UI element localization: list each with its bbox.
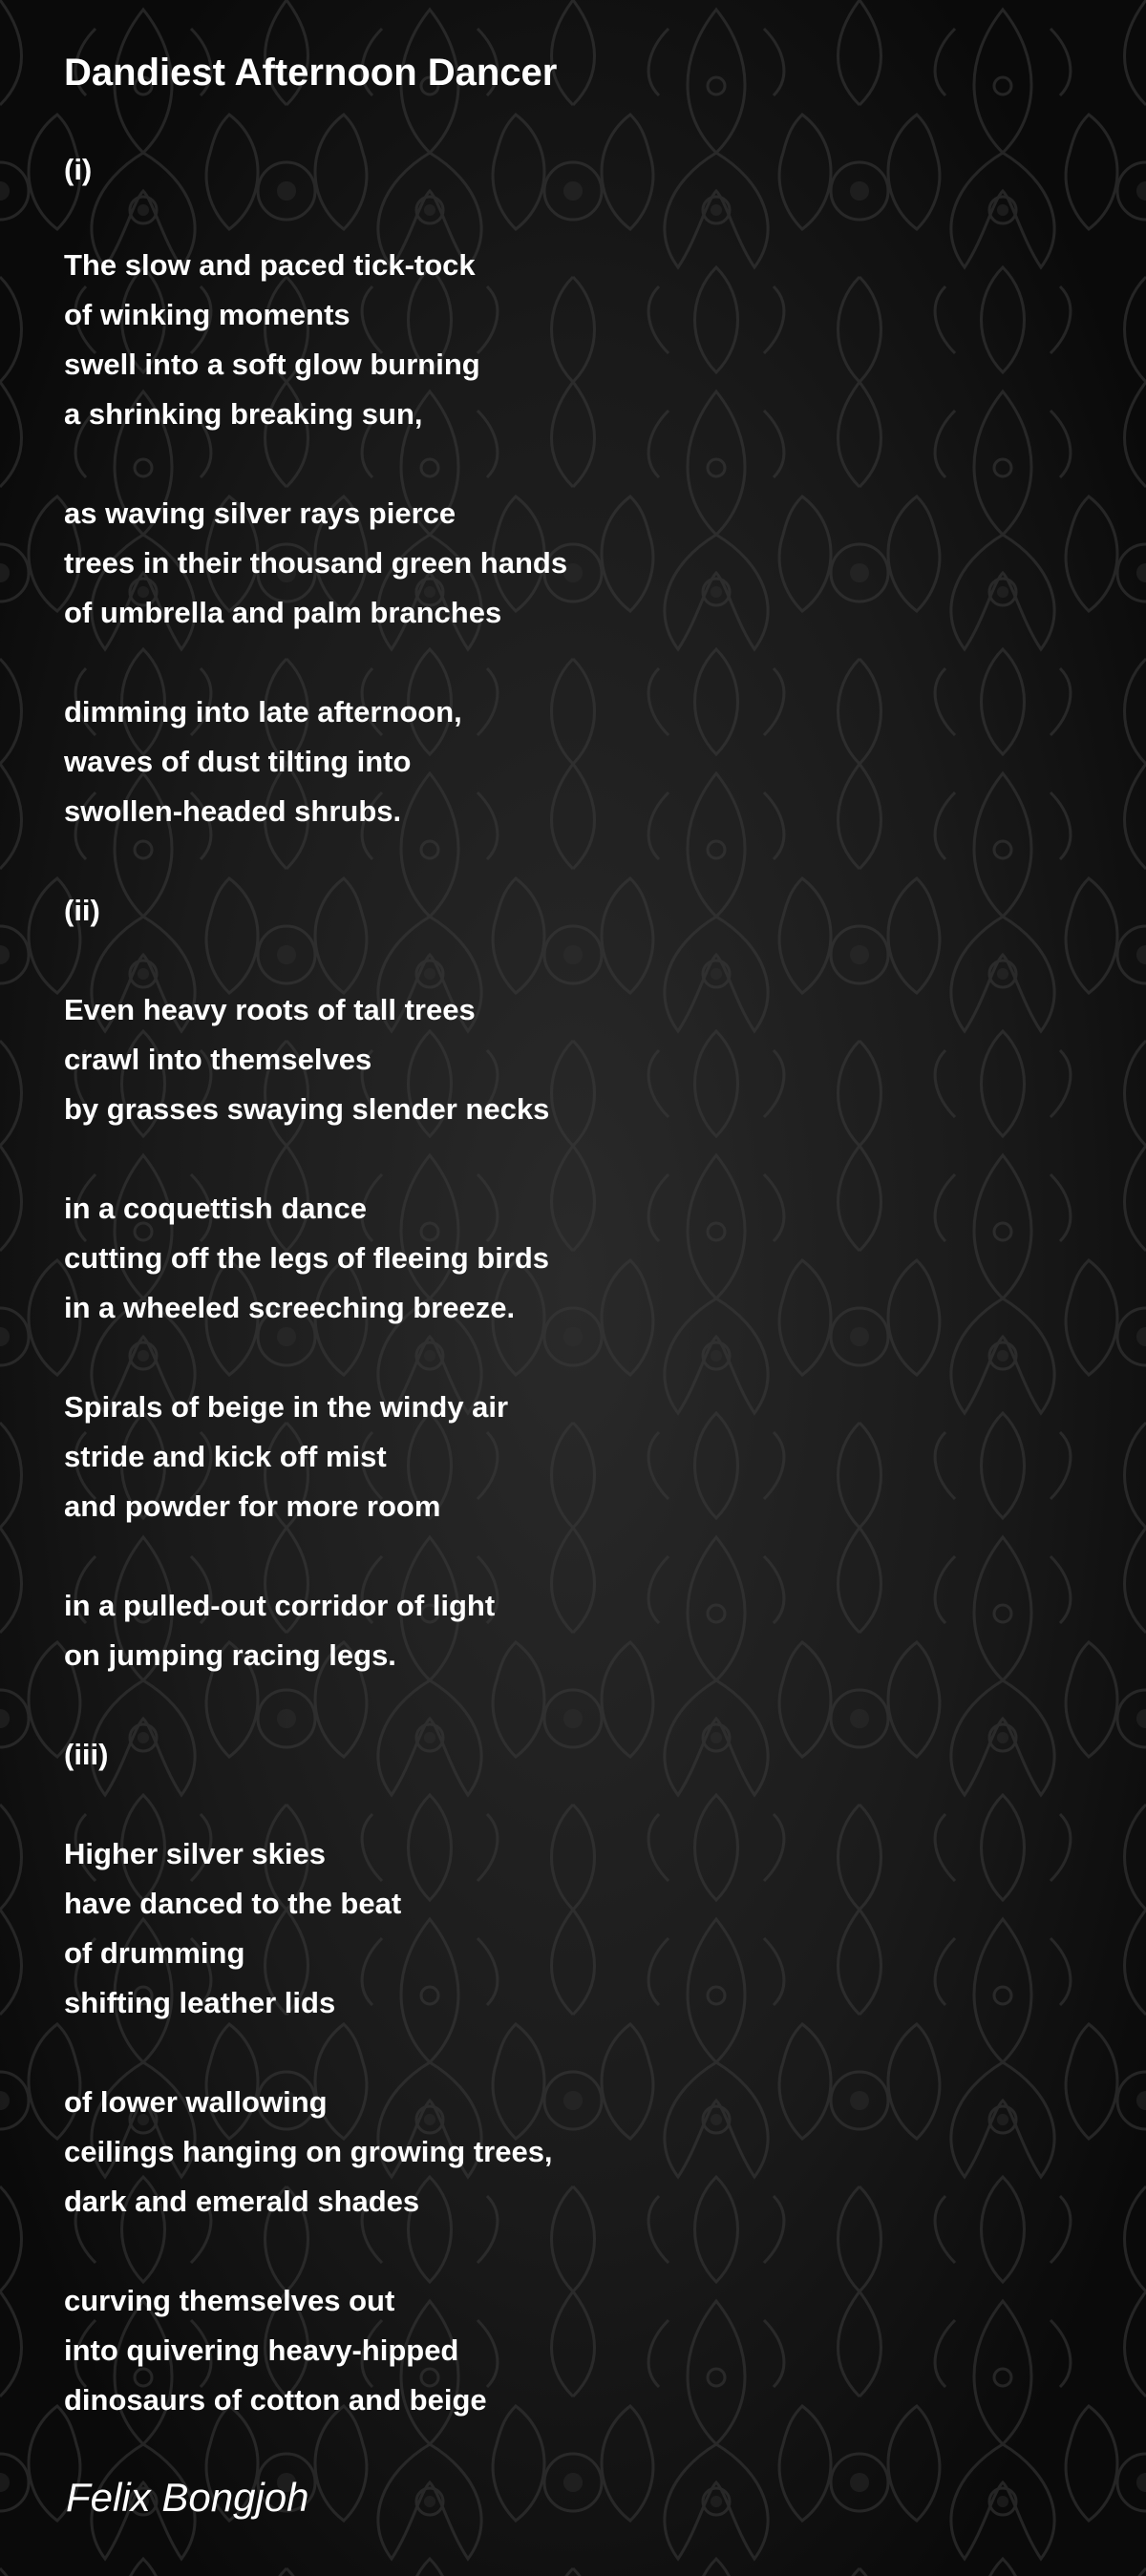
poem-line: swollen-headed shrubs. (64, 794, 402, 828)
poem-line: as waving silver rays pierce (64, 496, 456, 530)
poem-line: ceilings hanging on growing trees, (64, 2135, 553, 2168)
poem-title: Dandiest Afternoon Dancer (64, 52, 558, 94)
poem-line: a shrinking breaking sun, (64, 397, 423, 431)
poem-line: of drumming (64, 1936, 245, 1970)
poem-line: stride and kick off mist (64, 1440, 387, 1473)
poem-line: have danced to the beat (64, 1887, 402, 1920)
poem-line: into quivering heavy-hipped (64, 2333, 459, 2367)
poem-line: dimming into late afternoon, (64, 695, 462, 728)
poem-line: trees in their thousand green hands (64, 546, 568, 580)
poem-line: in a wheeled screeching breeze. (64, 1291, 516, 1324)
poem-line: crawl into themselves (64, 1043, 372, 1076)
poem-line: dark and emerald shades (64, 2185, 420, 2218)
poem-line: and powder for more room (64, 1489, 441, 1523)
poem-line: Higher silver skies (64, 1837, 326, 1870)
poem-line: of umbrella and palm branches (64, 596, 502, 629)
poem-line: by grasses swaying slender necks (64, 1092, 550, 1126)
poem-line: dinosaurs of cotton and beige (64, 2383, 487, 2417)
poem-line: in a pulled-out corridor of light (64, 1589, 496, 1622)
poem-line: on jumping racing legs. (64, 1638, 396, 1672)
poem-line: of winking moments (64, 298, 350, 331)
poem-line: swell into a soft glow burning (64, 348, 480, 381)
poem-line: curving themselves out (64, 2284, 395, 2317)
poem-line: Even heavy roots of tall trees (64, 993, 476, 1026)
poem-line: shifting leather lids (64, 1986, 336, 2019)
poem-line: cutting off the legs of fleeing birds (64, 1241, 550, 1275)
poem-author: Felix Bongjoh (66, 2475, 309, 2520)
section-heading: (i) (64, 153, 93, 186)
poem-line: of lower wallowing (64, 2085, 328, 2119)
poem-line: Spirals of beige in the windy air (64, 1390, 509, 1424)
section-heading: (iii) (64, 1738, 109, 1771)
poem-line: in a coquettish dance (64, 1192, 367, 1225)
section-heading: (ii) (64, 894, 100, 927)
poem-line: waves of dust tilting into (64, 745, 412, 778)
poem-line: The slow and paced tick-tock (64, 248, 476, 282)
